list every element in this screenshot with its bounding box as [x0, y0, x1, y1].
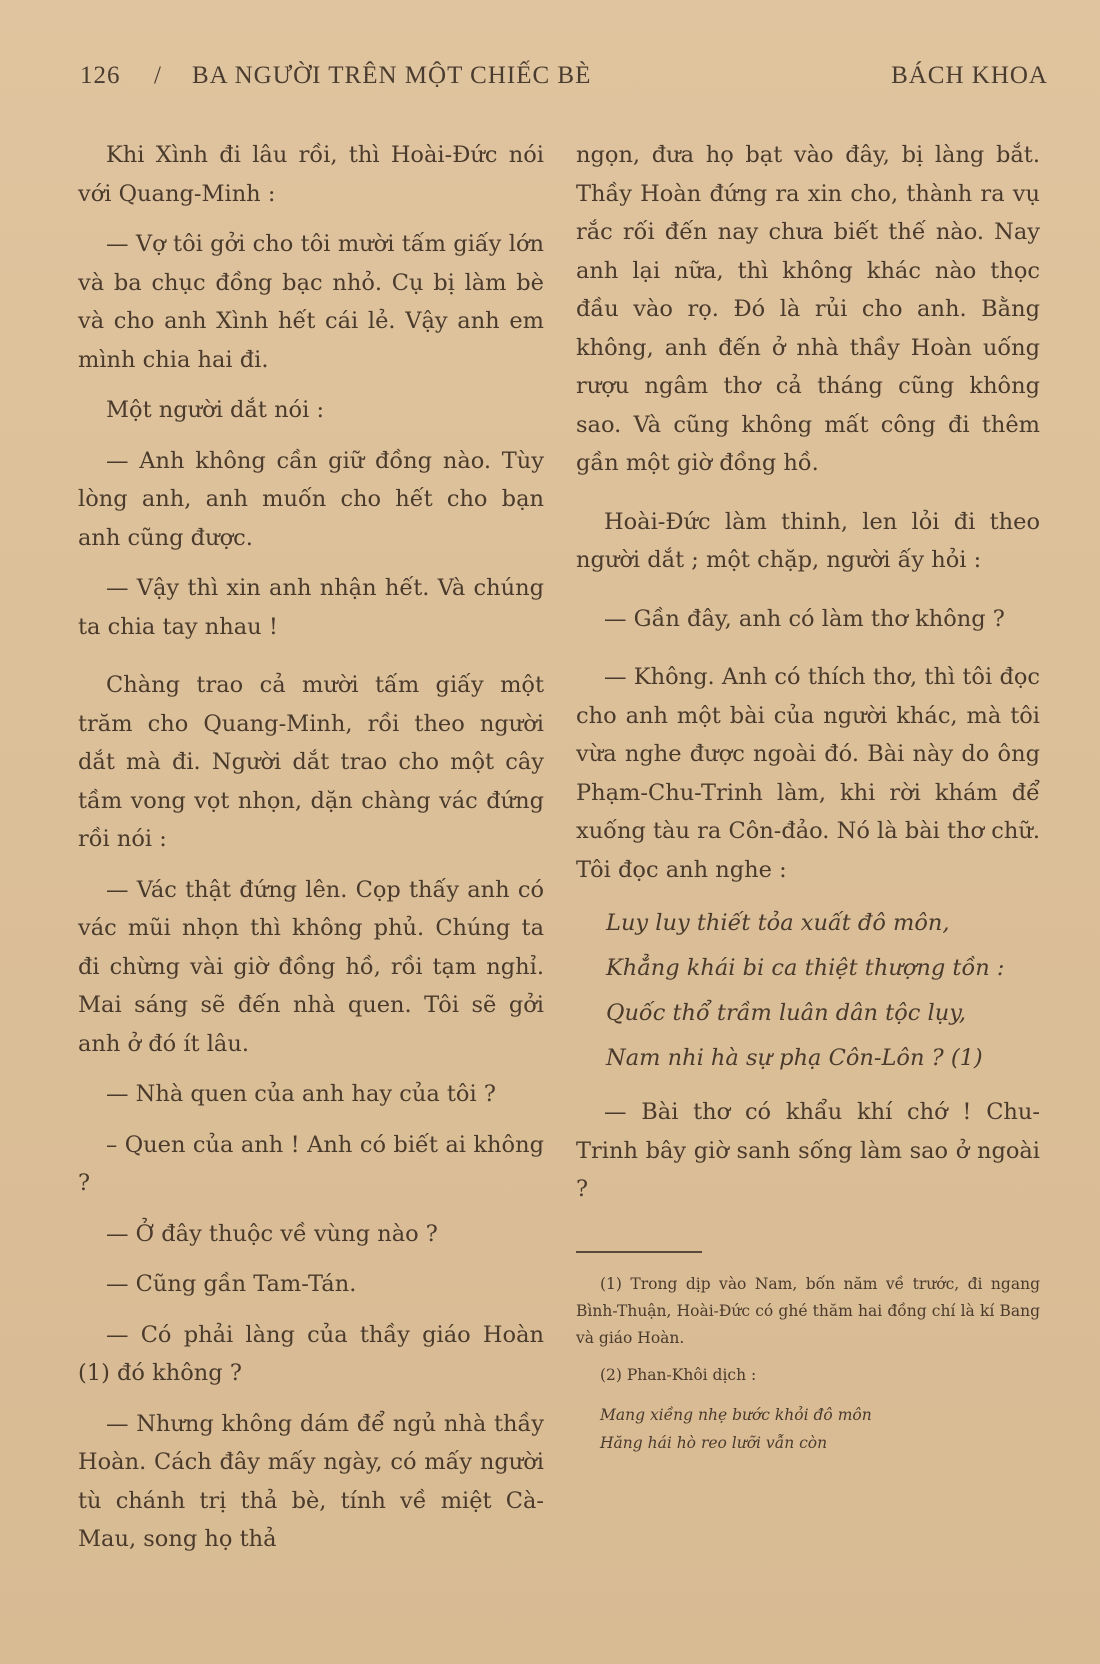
- paragraph: — Anh không cần giữ đồng nào. Tùy lòng anh, anh muốn cho hết cho bạn anh cũng được.: [78, 447, 544, 551]
- paragraph: – Quen của anh ! Anh có biết ai không ?: [78, 1131, 544, 1196]
- footnote-1: (1) Trong dịp vào Nam, bốn năm về trước, đi ngang Bình-Thuận, Hoài-Đức có ghé thăm hai đồng chí là kí Bang và giáo Hoàn.: [576, 1274, 1040, 1347]
- poem-line: Luy luy thiết tỏa xuất đô môn,: [606, 910, 950, 936]
- footnote-2: (2) Phan-Khôi dịch :: [600, 1365, 757, 1384]
- footnote-divider: [576, 1251, 702, 1253]
- paragraph: — Cũng gần Tam-Tán.: [106, 1271, 357, 1297]
- paragraph: — Bài thơ có khẩu khí chớ ! Chu-Trinh bây giờ sanh sống làm sao ở ngoài ?: [576, 1099, 1040, 1202]
- paragraph: Hoài-Đức làm thinh, len lỏi đi theo người dắt ; một chặp, người ấy hỏi :: [576, 508, 1040, 573]
- running-header: [80, 62, 1048, 102]
- paragraph: — Nhà quen của anh hay của tôi ?: [106, 1081, 496, 1107]
- page-number: 126: [80, 62, 121, 89]
- paragraph: — Vợ tôi gởi cho tôi mười tấm giấy lớn và ba chục đồng bạc nhỏ. Cụ bị làm bè và cho anh Xình hết cái lẻ. Vậy anh em mình chia hai đi.: [78, 231, 544, 373]
- journal-name: BÁCH KHOA: [891, 62, 1048, 89]
- paragraph: Chàng trao cả mười tấm giấy một trăm cho Quang-Minh, rồi theo người dắt mà đi. Người dắt trao cho một cây tầm vong vọt nhọn, dặn chàng vác đứng rồi nói :: [78, 672, 544, 852]
- poem-line: Nam nhi hà sự phạ Côn-Lôn ? (1): [606, 1045, 983, 1071]
- paragraph: — Ở đây thuộc về vùng nào ?: [106, 1220, 438, 1247]
- article-title: BA NGƯỜI TRÊN MỘT CHIẾC BÈ: [192, 62, 592, 89]
- footnote-poem-line: Hăng hái hò reo lưỡi vẫn còn: [600, 1433, 828, 1452]
- right-column: [576, 136, 1040, 1457]
- header-separator: /: [154, 62, 162, 89]
- poem-line: Quốc thổ trầm luân dân tộc lụy,: [606, 1000, 967, 1026]
- left-column: [78, 136, 544, 1559]
- paragraph: — Có phải làng của thầy giáo Hoàn (1) đó không ?: [78, 1321, 544, 1386]
- footnotes: [576, 1271, 1040, 1457]
- paragraph: — Vác thật đứng lên. Cọp thấy anh có vác mũi nhọn thì không phủ. Chúng ta đi chừng vài giờ đồng hồ, rồi tạm nghỉ. Mai sáng sẽ đến nhà quen. Tôi sẽ gởi anh ở đó ít lâu.: [78, 876, 544, 1057]
- paragraph: ngọn, đưa họ bạt vào đây, bị làng bắt. Thầy Hoàn đứng ra xin cho, thành ra vụ rắc rối đến nay chưa biết thế nào. Nay anh lại nữa, thì không khác nào thọc đầu vào rọ. Đó là rủi cho anh. Bằng không, anh đến ở nhà thầy Hoàn uống rượu ngâm thơ cả tháng cũng không sao. Và cũng không mất công đi thêm gần một giờ đồng hồ.: [576, 142, 1040, 476]
- footnote-poem-line: Mang xiềng nhẹ bước khỏi đô môn: [600, 1405, 872, 1424]
- poem-line: Khẳng khái bi ca thiệt thượng tồn :: [606, 955, 1005, 981]
- paragraph: — Nhưng không dám để ngủ nhà thầy Hoàn. Cách đây mấy ngày, có mấy người tù chánh trị thả bè, tính về miệt Cà-Mau, song họ thả: [78, 1410, 544, 1552]
- footnote-poem: [576, 1401, 1040, 1457]
- paragraph: Một người dắt nói :: [106, 397, 325, 423]
- paragraph: Khi Xình đi lâu rồi, thì Hoài-Đức nói với Quang-Minh :: [78, 142, 544, 207]
- poem: [576, 901, 1040, 1081]
- paragraph: — Vậy thì xin anh nhận hết. Và chúng ta chia tay nhau !: [78, 575, 544, 640]
- paragraph: — Không. Anh có thích thơ, thì tôi đọc cho anh một bài của người khác, mà tôi vừa nghe được ngoài đó. Bài này do ông Phạm-Chu-Trinh làm, khi rời khám để xuống tàu ra Côn-đảo. Nó là bài thơ chữ. Tôi đọc anh nghe :: [576, 664, 1040, 883]
- paragraph: — Gần đây, anh có làm thơ không ?: [604, 605, 1005, 632]
